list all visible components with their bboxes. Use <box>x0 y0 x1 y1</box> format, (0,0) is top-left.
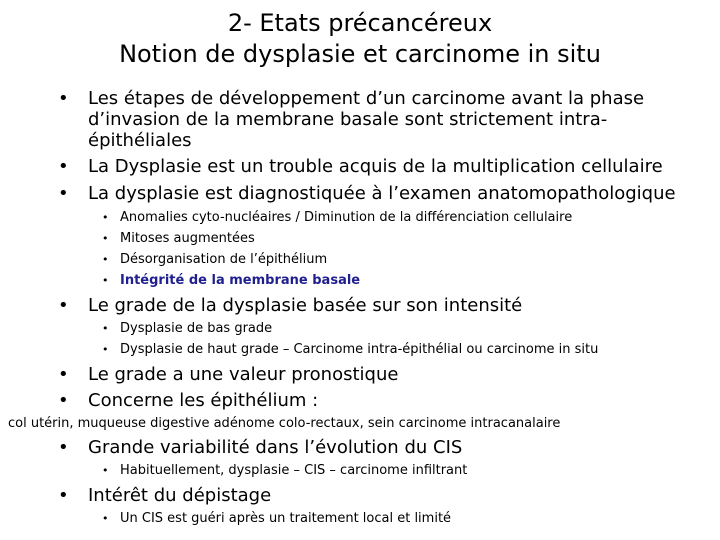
bullet-icon: • <box>58 364 69 385</box>
bullet-text: Grande variabilité dans l’évolution du CIS <box>88 437 463 458</box>
sub-bullet-text: Habituellement, dysplasie – CIS – carcinome infiltrant <box>120 463 468 478</box>
bullet-text: d’invasion de la membrane basale sont strictement intra- <box>88 109 608 130</box>
bullet-icon: • <box>58 183 69 204</box>
bullet-icon: • <box>102 322 109 335</box>
detail-text: col utérin, muqueuse digestive adénome colo-rectaux, sein carcinome intracanalaire <box>8 416 561 431</box>
bullet-text: Le grade a une valeur pronostique <box>88 364 399 385</box>
bullet-text: La dysplasie est diagnostiquée à l’examen anatomopathologique <box>88 183 676 204</box>
bullet-text: Concerne les épithélium : <box>88 390 319 411</box>
bullet-icon: • <box>102 464 109 477</box>
sub-bullet-text: Dysplasie de bas grade <box>120 321 273 336</box>
bullet-text: Intérêt du dépistage <box>88 485 272 506</box>
bullet-icon: • <box>102 512 109 525</box>
sub-bullet-text: Mitoses augmentées <box>120 231 255 246</box>
bullet-icon: • <box>102 274 109 287</box>
bullet-icon: • <box>102 343 109 356</box>
bullet-text: Les étapes de développement d’un carcinome avant la phase <box>88 88 645 109</box>
bullet-icon: • <box>102 211 109 224</box>
bullet-text: Le grade de la dysplasie basée sur son intensité <box>88 295 523 316</box>
bullet-icon: • <box>58 485 69 506</box>
title-line-1: 2- Etats précancéreux <box>227 9 493 37</box>
bullet-icon: • <box>58 88 69 109</box>
title-line-2: Notion de dysplasie et carcinome in situ <box>119 40 601 68</box>
sub-bullet-text: Anomalies cyto-nucléaires / Diminution de la différenciation cellulaire <box>120 210 573 225</box>
sub-bullet-text: Un CIS est guéri après un traitement local et limité <box>120 511 452 526</box>
bullet-icon: • <box>58 390 69 411</box>
sub-bullet-text-emphasis: Intégrité de la membrane basale <box>120 273 361 288</box>
bullet-icon: • <box>102 253 109 266</box>
bullet-icon: • <box>58 437 69 458</box>
bullet-icon: • <box>58 295 69 316</box>
bullet-text: épithéliales <box>88 130 192 151</box>
slide-title <box>0 8 720 70</box>
sub-bullet-text: Désorganisation de l’épithélium <box>120 252 328 267</box>
bullet-icon: • <box>102 232 109 245</box>
bullet-text: La Dysplasie est un trouble acquis de la multiplication cellulaire <box>88 156 663 177</box>
bullet-icon: • <box>58 156 69 177</box>
sub-bullet-text: Dysplasie de haut grade – Carcinome intra-épithélial ou carcinome in situ <box>120 342 599 357</box>
